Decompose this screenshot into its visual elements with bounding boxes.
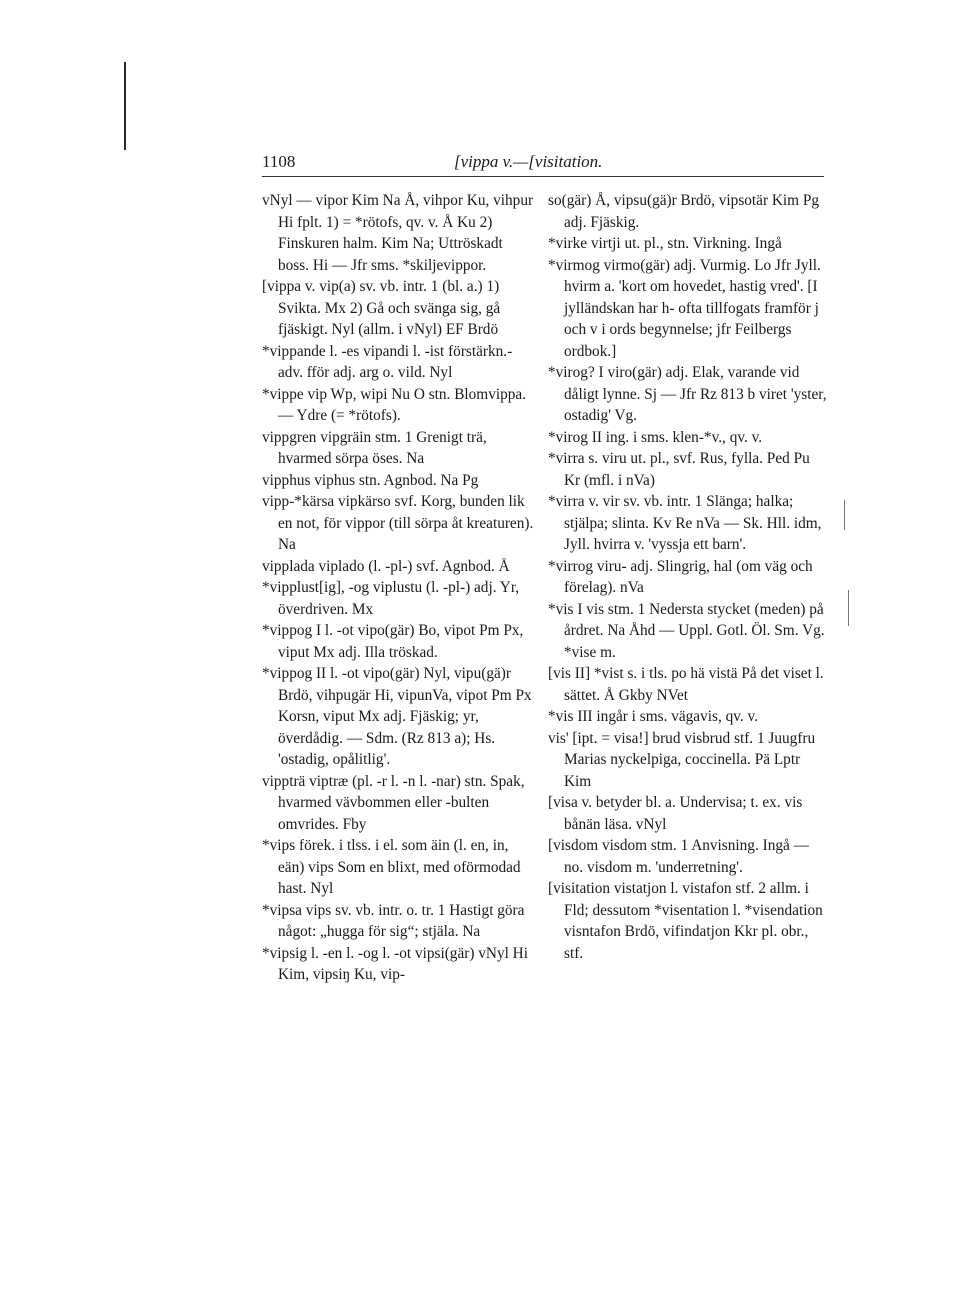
dictionary-entry: [visitation vistatjon l. vistafon stf. 2 allm. i Fld; dessutom *visentation l. *visendation visntafon Brdö, vifindatjon Kkr pl. obr., stf. (548, 880, 823, 962)
dictionary-entry: [visdom visdom stm. 1 Anvisning. Ingå — no. visdom m. 'underretning'. (548, 837, 809, 876)
scan-artifact-line (848, 590, 849, 626)
running-head: [vippa v.—[visitation. (454, 152, 603, 171)
dictionary-entry: *vippog I l. -ot vipo(gär) Bo, vipot Pm Px, viput Mx adj. Illa tröskad. (262, 622, 524, 661)
dictionary-entry: *vips förek. i tlss. i el. som äin (l. en, in, eän) vips Som en blixt, med oförmodad hast. Nyl (262, 837, 521, 897)
dictionary-entry: *virrog viru- adj. Slingrig, hal (om väg och förelag). nVa (548, 557, 813, 596)
right-column (548, 190, 828, 964)
scan-edge-line (124, 62, 126, 150)
dictionary-entry: vis' [ipt. = visa!] brud visbrud stf. 1 Juugfru Marias nyckelpiga, coccinella. Pä Lptr Kim (548, 729, 816, 790)
dictionary-entry: vippgren vipgräin stm. 1 Grenigt trä, hvarmed sörpa öses. Na (262, 428, 487, 467)
left-column (262, 190, 534, 986)
dictionary-entry: *vis I vis stm. 1 Nedersta stycket (meden) på årdret. Na Åhd — Uppl. Gotl. Öl. Sm. Vg. *vise m. (548, 600, 825, 661)
dictionary-entry: *virmog virmo(gär) adj. Vurmig. Lo Jfr Jyll. hvirm a. 'kort om hovedet, hastig vred'. [I jylländskan har h- ofta tillfogats framför j och v i ords begynnelse; jfr Feilbergs ordbok.] (548, 256, 821, 360)
dictionary-entry: *vipsa vips sv. vb. intr. o. tr. 1 Hastigt göra något: „hugga för sig“; stjäla. Na (262, 901, 525, 940)
dictionary-entry: vipphus viphus stn. Agnbod. Na Pg (262, 471, 479, 489)
page-header (262, 148, 824, 177)
dictionary-entry: *virog? I viro(gär) adj. Elak, varande vid dåligt lynne. Sj — Jfr Rz 813 b viret 'yster, ostadig' Vg. (548, 364, 827, 424)
dictionary-entry: *virra s. viru ut. pl., svf. Rus, fylla. Ped Pu Kr (mfl. i nVa) (548, 450, 810, 489)
dictionary-entry: [visa v. betyder bl. a. Undervisa; t. ex. vis bånän läsa. vNyl (548, 794, 803, 833)
page-number: 1108 (262, 152, 296, 171)
dictionary-entry: *vipplust[ig], -og viplustu (l. -pl-) adj. Yr, överdriven. Mx (262, 579, 520, 618)
dictionary-entry: *vipsig l. -en l. -og l. -ot vipsi(gär) vNyl Hi Kim, vipsiŋ Ku, vip- (262, 944, 528, 983)
dictionary-entry: *vippande l. -es vipandi l. -ist förstärkn.-adv. fför adj. arg o. vild. Nyl (262, 342, 513, 381)
dictionary-entry: vippträ viptræ (pl. -r l. -n l. -nar) stn. Spak, hvarmed vävbommen eller -bulten omvrides. Fby (262, 772, 525, 833)
dictionary-entry: *virke virtji ut. pl., stn. Virkning. Ingå (548, 235, 782, 252)
dictionary-entry: [vippa v. vip(a) sv. vb. intr. 1 (bl. a.) 1) Svikta. Mx 2) Gå och svänga sig, gå fjäskigt. Nyl (allm. i vNyl) EF Brdö (262, 278, 501, 338)
dictionary-entry: *vis III ingår i sms. vägavis, qv. v. (548, 708, 759, 725)
dictionary-entry: *vippog II l. -ot vipo(gär) Nyl, vipu(gä)r Brdö, vihpugär Hi, vipunVa, vipot Pm Px Korsn, viput Mx adj. Fjäskig; yr, överdådig. — Sdm. (Rz 813 a); Hs. 'ostadig, opålitlig'. (262, 665, 532, 768)
scan-artifact-line (844, 500, 845, 530)
dictionary-entry: vNyl — vipor Kim Na Å, vihpor Ku, vihpur Hi fplt. 1) = *rötofs, qv. v. Å Ku 2) Finskuren halm. Kim Na; Uttröskadt boss. Hi — Jfr sms. *skiljevippor. (262, 192, 534, 274)
dictionary-entry: vipplada viplado (l. -pl-) svf. Agnbod. Å (262, 557, 510, 575)
dictionary-entry: *vippe vip Wp, wipi Nu O stn. Blomvippa. — Ydre (= *rötofs). (262, 385, 527, 424)
dictionary-entry: vipp-*kärsa vipkärso svf. Korg, bunden lik en not, för vippor (till sörpa åt kreaturen). Na (262, 493, 534, 553)
dictionary-entry: *virra v. vir sv. vb. intr. 1 Slänga; halka; stjälpa; slinta. Kv Re nVa — Sk. Hll. idm, Jyll. hvirra v. 'vyssja ett barn'. (548, 493, 822, 553)
dictionary-entry: *virog II ing. i sms. klen-*v., qv. v. (548, 428, 763, 446)
dictionary-entry: [vis II] *vist s. i tls. po hä vistä På det viset l. sättet. Å Gkby NVet (548, 665, 824, 704)
dictionary-entry: so(gär) Å, vipsu(gä)r Brdö, vipsotär Kim Pg adj. Fjäskig. (548, 192, 820, 231)
